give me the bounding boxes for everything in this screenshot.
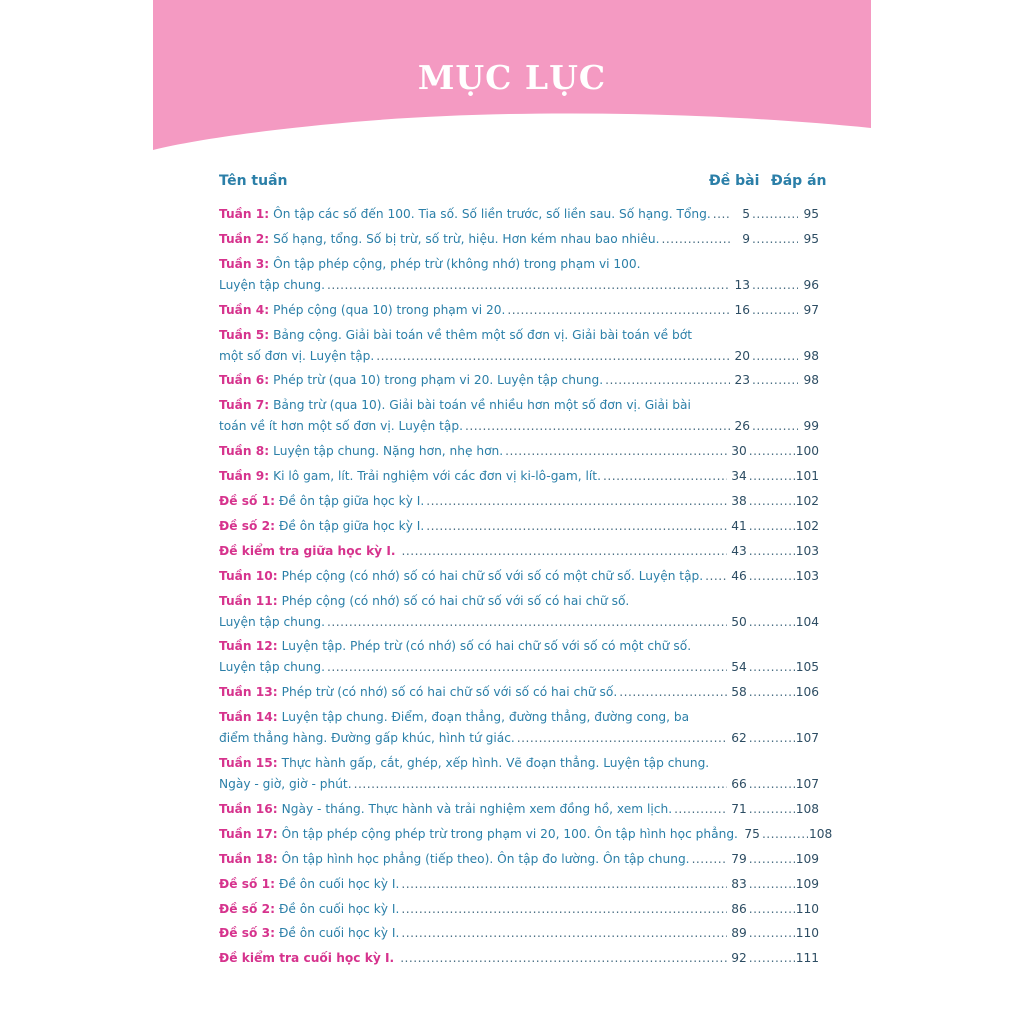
- answer-page-number: 96: [803, 277, 819, 292]
- dot-leader: [752, 275, 798, 296]
- answer-page-number: 97: [803, 302, 819, 317]
- dot-leader: [749, 682, 795, 703]
- answer-page-number: 104: [795, 614, 819, 629]
- toc-entry[interactable]: [219, 466, 819, 491]
- dot-leader: [517, 728, 727, 749]
- dot-leader: [619, 682, 727, 703]
- toc-entry-text: Ôn tập các số đến 100. Tia số. Số liền trước, số liền sau. Số hạng. Tổng.: [273, 207, 711, 221]
- toc-entry[interactable]: [219, 923, 819, 948]
- toc-entry-text: Luyện tập chung. Nặng hơn, nhẹ hơn.: [273, 444, 504, 459]
- toc-entry-lead: Tuần 16:: [219, 802, 278, 817]
- toc-entry-text: Bảng cộng. Giải bài toán về thêm một số đơn vị. Giải bài toán về bớt: [273, 327, 693, 342]
- toc-entry-lead: Đề kiểm tra giữa học kỳ I.: [219, 543, 396, 558]
- exercise-page-number: 54: [731, 660, 747, 675]
- toc-entry-lead: Tuần 15:: [219, 756, 278, 771]
- exercise-page-number: 13: [734, 277, 750, 292]
- answer-page-number: 99: [803, 419, 819, 434]
- exercise-page-number: 9: [742, 231, 750, 246]
- dot-leader: [402, 541, 727, 562]
- toc-entry-text: Phép trừ (có nhớ) số có hai chữ số với số có hai chữ số.: [281, 685, 618, 700]
- toc-entry-text: Bảng trừ (qua 10). Giải bài toán về nhiều hơn một số đơn vị. Giải bài: [273, 398, 691, 413]
- toc-entry[interactable]: [219, 516, 819, 541]
- dot-leader: [762, 824, 808, 845]
- dot-leader: [400, 948, 727, 969]
- dot-leader: [705, 566, 727, 587]
- dot-leader: [465, 416, 730, 437]
- dot-leader: [354, 774, 727, 795]
- toc-entry-lead: Đề kiểm tra cuối học kỳ I.: [219, 951, 395, 966]
- dot-leader: [752, 229, 798, 250]
- toc-entry[interactable]: [219, 591, 819, 637]
- dot-leader: [749, 441, 795, 462]
- dot-leader: [505, 441, 727, 462]
- toc-entry-lead: Tuần 1:: [219, 207, 270, 221]
- dot-leader: [426, 516, 726, 537]
- toc-entry[interactable]: [219, 899, 819, 924]
- dot-leader: [749, 728, 795, 749]
- toc-entry-text: Đề ôn tập giữa học kỳ I.: [278, 494, 425, 509]
- dot-leader: [749, 612, 795, 633]
- answer-page-number: 101: [795, 469, 819, 484]
- toc-entry-text: Ki lô gam, lít. Trải nghiệm với các đơn vị ki-lô-gam, lít.: [273, 469, 601, 484]
- toc-entry-lead: Tuần 17:: [219, 826, 278, 841]
- toc-entry[interactable]: [219, 799, 819, 824]
- toc-entry-text: Phép cộng (qua 10) trong phạm vi 20.: [273, 302, 506, 317]
- toc-entry-text-continued: toán về ít hơn một số đơn vị. Luyện tập.: [219, 419, 463, 434]
- exercise-page-number: 38: [731, 494, 747, 509]
- toc-entry-lead: Tuần 13:: [219, 685, 278, 700]
- toc-entry[interactable]: [219, 370, 819, 395]
- dot-leader: [752, 300, 798, 321]
- toc-entry[interactable]: [219, 229, 819, 254]
- answer-page-number: 110: [795, 926, 819, 941]
- dot-leader: [749, 657, 795, 678]
- toc-entry-lead: Tuần 9:: [219, 469, 270, 484]
- exercise-page-number: 43: [731, 543, 747, 558]
- toc-entry-text-continued: điểm thẳng hàng. Đường gấp khúc, hình tứ giác.: [219, 731, 515, 746]
- dot-leader: [749, 874, 795, 895]
- table-of-contents: [219, 204, 833, 973]
- exercise-page-number: 23: [734, 373, 750, 388]
- answer-page-number: 111: [795, 951, 819, 966]
- answer-page-number: 102: [795, 494, 819, 509]
- exercise-page-number: 46: [731, 568, 747, 583]
- toc-entry-text-continued: Ngày - giờ, giờ - phút.: [219, 777, 352, 792]
- toc-entry[interactable]: [219, 491, 819, 516]
- dot-leader: [426, 491, 726, 512]
- toc-entry-lead: Đề số 3:: [219, 926, 275, 941]
- toc-entry-lead: Tuần 18:: [219, 851, 278, 866]
- dot-leader: [692, 849, 727, 870]
- toc-entry-text: Đề ôn cuối học kỳ I.: [278, 901, 400, 916]
- toc-entry[interactable]: [219, 300, 819, 325]
- toc-entry-text: Ôn tập phép cộng phép trừ trong phạm vi 20, 100. Ôn tập hình học phẳng.: [281, 826, 738, 841]
- dot-leader: [749, 799, 795, 820]
- toc-entry-text: Luyện tập chung. Điểm, đoạn thẳng, đường thẳng, đường cong, ba: [281, 710, 690, 725]
- toc-entry-text: Luyện tập. Phép trừ (có nhớ) số có hai chữ số với số có một chữ số.: [281, 639, 692, 654]
- answer-page-number: 106: [795, 685, 819, 700]
- dot-leader: [401, 874, 726, 895]
- answer-page-number: 108: [795, 802, 819, 817]
- toc-entry-lead: Tuần 11:: [219, 593, 278, 608]
- answer-page-number: 110: [795, 901, 819, 916]
- dot-leader: [752, 416, 798, 437]
- dot-leader: [327, 612, 727, 633]
- answer-page-number: 105: [795, 660, 819, 675]
- toc-entry[interactable]: [219, 441, 819, 466]
- toc-entry-text: Đề ôn cuối học kỳ I.: [278, 876, 400, 891]
- toc-entry-lead: Đề số 2:: [219, 901, 275, 916]
- toc-entry-text: Ngày - tháng. Thực hành và trải nghiệm xem đồng hồ, xem lịch.: [281, 802, 673, 817]
- dot-leader: [749, 849, 795, 870]
- dot-leader: [752, 204, 798, 225]
- dot-leader: [749, 774, 795, 795]
- toc-entry-text: Đề ôn cuối học kỳ I.: [278, 926, 400, 941]
- toc-entry-lead: Tuần 10:: [219, 568, 278, 583]
- toc-entry-lead: Đề số 1:: [219, 494, 275, 509]
- answer-page-number: 103: [795, 543, 819, 558]
- toc-entry-lead: Tuần 5:: [219, 327, 270, 342]
- exercise-page-number: 20: [734, 348, 750, 363]
- toc-entry-text: Đề ôn tập giữa học kỳ I.: [278, 518, 425, 533]
- exercise-page-number: 71: [731, 802, 747, 817]
- dot-leader: [327, 275, 730, 296]
- toc-entry[interactable]: [219, 682, 819, 707]
- dot-leader: [603, 466, 727, 487]
- toc-entry[interactable]: [219, 753, 819, 799]
- exercise-page-number: 58: [731, 685, 747, 700]
- answer-page-number: 109: [795, 876, 819, 891]
- dot-leader: [749, 948, 795, 969]
- exercise-page-number: 41: [731, 518, 747, 533]
- toc-entry-lead: Tuần 3:: [219, 256, 270, 271]
- dot-leader: [401, 923, 726, 944]
- toc-entry-lead: Tuần 12:: [219, 639, 278, 654]
- exercise-page-number: 86: [731, 901, 747, 916]
- toc-entry-text: Phép cộng (có nhớ) số có hai chữ số với số có một chữ số. Luyện tập.: [281, 568, 704, 583]
- toc-entry-lead: Tuần 2:: [219, 231, 270, 246]
- exercise-page-number: 62: [731, 731, 747, 746]
- toc-entry[interactable]: [219, 254, 819, 300]
- toc-entry-text: Ôn tập hình học phẳng (tiếp theo). Ôn tập đo lường. Ôn tập chung.: [281, 851, 690, 866]
- dot-leader: [749, 541, 795, 562]
- dot-leader: [507, 300, 730, 321]
- exercise-page-number: 83: [731, 876, 747, 891]
- answer-page-number: 102: [795, 518, 819, 533]
- answer-page-number: 108: [808, 826, 833, 841]
- exercise-page-number: 66: [731, 777, 747, 792]
- toc-entry-lead: Tuần 6:: [219, 373, 270, 388]
- toc-entry[interactable]: [219, 707, 819, 753]
- toc-entry[interactable]: [219, 541, 819, 566]
- answer-page-number: 107: [795, 777, 819, 792]
- toc-entry-text-continued: Luyện tập chung.: [219, 277, 325, 292]
- dot-leader: [674, 799, 727, 820]
- toc-entry[interactable]: [219, 325, 819, 371]
- page-title: MỤC LỤC: [417, 58, 607, 97]
- exercise-page-number: 30: [731, 444, 747, 459]
- dot-leader: [713, 204, 730, 225]
- toc-entry[interactable]: [219, 636, 819, 682]
- toc-entry[interactable]: [219, 948, 819, 973]
- toc-entry[interactable]: [219, 849, 819, 874]
- toc-entry[interactable]: [219, 824, 833, 849]
- dot-leader: [661, 229, 730, 250]
- answer-page-number: 109: [795, 851, 819, 866]
- answer-page-number: 103: [795, 568, 819, 583]
- dot-leader: [749, 923, 795, 944]
- answer-page-number: 107: [795, 731, 819, 746]
- toc-entry-lead: Tuần 4:: [219, 302, 270, 317]
- dot-leader: [749, 491, 795, 512]
- dot-leader: [376, 346, 730, 367]
- toc-entry-text: Phép cộng (có nhớ) số có hai chữ số với số có hai chữ số.: [281, 593, 630, 608]
- toc-entry[interactable]: [219, 204, 819, 229]
- toc-entry-text: Phép trừ (qua 10) trong phạm vi 20. Luyện tập chung.: [273, 373, 604, 388]
- answer-page-number: 95: [803, 207, 819, 221]
- toc-entry-lead: Tuần 8:: [219, 444, 270, 459]
- toc-entry-text: Ôn tập phép cộng, phép trừ (không nhớ) trong phạm vi 100.: [273, 256, 641, 271]
- toc-entry-text: Thực hành gấp, cắt, ghép, xếp hình. Vẽ đoạn thẳng. Luyện tập chung.: [281, 756, 710, 771]
- dot-leader: [401, 899, 726, 920]
- dot-leader: [749, 566, 795, 587]
- exercise-page-number: 89: [731, 926, 747, 941]
- toc-entry-lead: Đề số 1:: [219, 876, 275, 891]
- dot-leader: [749, 466, 795, 487]
- header-banner: [153, 0, 871, 160]
- dot-leader: [327, 657, 727, 678]
- answer-page-number: 98: [803, 373, 819, 388]
- toc-entry[interactable]: [219, 566, 819, 591]
- answer-page-number: 95: [803, 231, 819, 246]
- exercise-page-number: 50: [731, 614, 747, 629]
- answer-page-number: 98: [803, 348, 819, 363]
- exercise-page-number: 16: [734, 302, 750, 317]
- column-header-week: Tên tuần: [219, 173, 288, 189]
- toc-entry[interactable]: [219, 395, 819, 441]
- exercise-page-number: 34: [731, 469, 747, 484]
- exercise-page-number: 92: [731, 951, 747, 966]
- answer-page-number: 100: [795, 444, 819, 459]
- exercise-page-number: 5: [742, 207, 750, 221]
- toc-entry-text-continued: Luyện tập chung.: [219, 660, 325, 675]
- toc-entry-lead: Tuần 14:: [219, 710, 278, 725]
- column-header-exercise: Đề bài: [709, 173, 760, 189]
- dot-leader: [749, 899, 795, 920]
- exercise-page-number: 75: [744, 826, 760, 841]
- column-header-answer: Đáp án: [771, 173, 827, 189]
- dot-leader: [752, 346, 798, 367]
- dot-leader: [749, 516, 795, 537]
- toc-entry[interactable]: [219, 874, 819, 899]
- dot-leader: [752, 370, 798, 391]
- toc-entry-lead: Tuần 7:: [219, 398, 270, 413]
- toc-entry-text-continued: một số đơn vị. Luyện tập.: [219, 348, 375, 363]
- toc-entry-text-continued: Luyện tập chung.: [219, 614, 325, 629]
- exercise-page-number: 79: [731, 851, 747, 866]
- toc-entry-lead: Đề số 2:: [219, 518, 275, 533]
- exercise-page-number: 26: [734, 419, 750, 434]
- toc-entry-text: Số hạng, tổng. Số bị trừ, số trừ, hiệu. Hơn kém nhau bao nhiêu.: [273, 231, 660, 246]
- dot-leader: [605, 370, 730, 391]
